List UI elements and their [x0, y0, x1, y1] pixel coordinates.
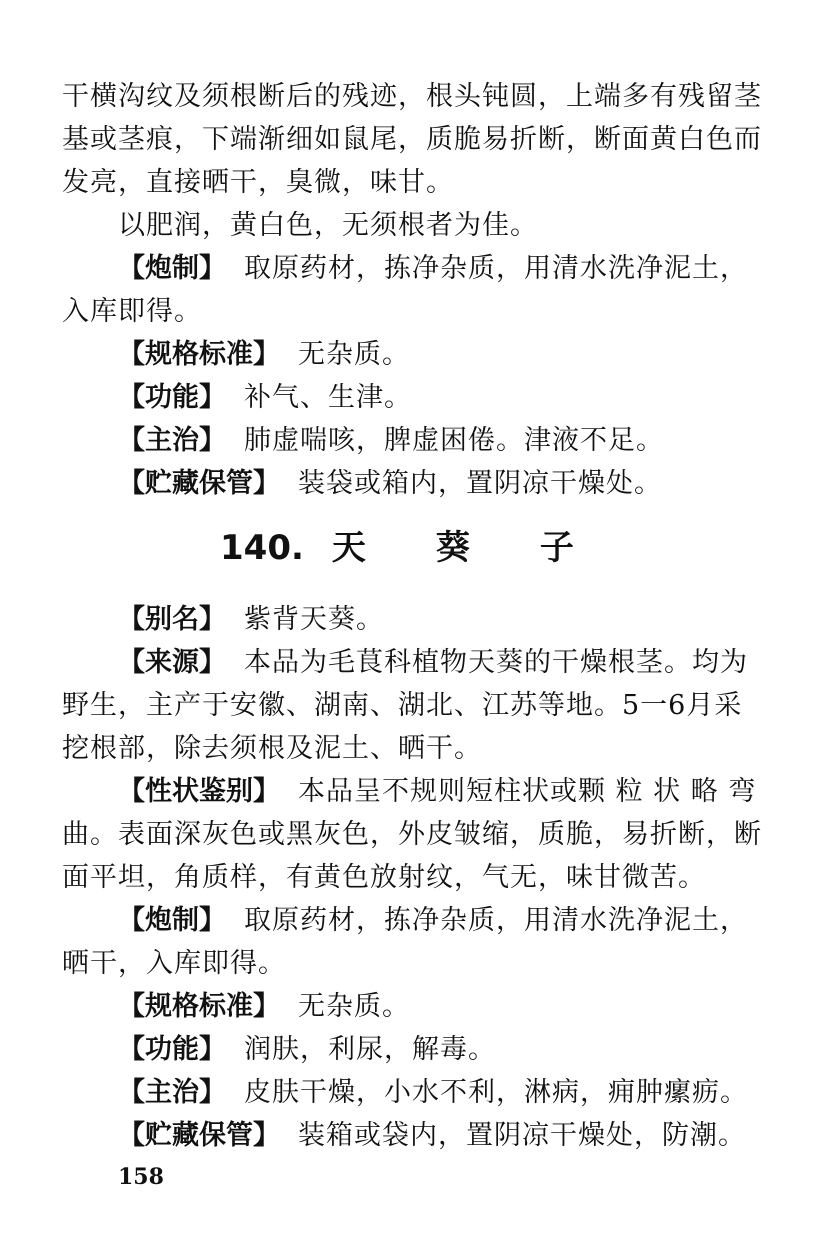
- spec-text: 无杂质。: [298, 991, 410, 1022]
- indications-section: [118, 1074, 748, 1112]
- processing-section: [118, 250, 748, 288]
- storage-label: 【贮藏保管】: [118, 1120, 280, 1151]
- source-section: [118, 644, 748, 682]
- processing-continuation: 晒干，入库即得。: [62, 948, 286, 979]
- source-label: 【来源】: [118, 647, 226, 678]
- page-number: 158: [118, 1164, 164, 1190]
- processing-label: 【炮制】: [118, 905, 226, 936]
- body-text: 干横沟纹及须根断后的残迹，根头钝圆，上端多有残留茎: [62, 81, 762, 112]
- spec-text: 无杂质。: [298, 339, 410, 370]
- storage-section: [118, 1117, 746, 1155]
- indications-label: 【主治】: [118, 425, 226, 456]
- processing-text: 取原药材，拣净杂质，用清水洗净泥土，: [244, 253, 748, 284]
- title-char: 葵: [435, 528, 470, 568]
- function-section: [118, 379, 742, 417]
- identification-text: 本品呈不规则短柱状或颗 粒 状 略 弯: [298, 776, 757, 807]
- indications-label: 【主治】: [118, 1077, 226, 1108]
- identification-label: 【性状鉴别】: [118, 776, 280, 807]
- text-line: [62, 78, 762, 116]
- function-text: 补气、生津。: [244, 382, 412, 413]
- source-continuation: 挖根部，除去须根及泥土、晒干。: [62, 733, 482, 764]
- entry-title: [220, 524, 574, 572]
- storage-label: 【贮藏保管】: [118, 468, 280, 499]
- body-text: 发亮，直接晒干，臭微，味甘。: [62, 167, 454, 198]
- alias-label: 【别名】: [118, 604, 226, 635]
- spec-label: 【规格标准】: [118, 991, 280, 1022]
- indications-section: [118, 422, 742, 460]
- spec-label: 【规格标准】: [118, 339, 280, 370]
- title-char: 天: [331, 528, 366, 568]
- text-line: [62, 164, 742, 202]
- processing-section: [118, 902, 748, 940]
- processing-label: 【炮制】: [118, 253, 226, 284]
- function-text: 润肤，利尿，解毒。: [244, 1034, 496, 1065]
- alias-text: 紫背天葵。: [244, 604, 384, 635]
- entry-number: 140.: [220, 528, 304, 568]
- indications-text: 皮肤干燥，小水不利，淋病，痈肿瘰疬。: [244, 1077, 748, 1108]
- quality-note: 以肥润，黄白色，无须根者为佳。: [118, 210, 538, 241]
- source-continuation: 野生，主产于安徽、湖南、湖北、江苏等地。5一6月采: [62, 690, 743, 721]
- identification-section: [118, 773, 757, 811]
- function-section: [118, 1031, 742, 1069]
- function-label: 【功能】: [118, 382, 226, 413]
- title-char: 子: [539, 528, 574, 568]
- function-label: 【功能】: [118, 1034, 226, 1065]
- processing-continuation: 入库即得。: [62, 296, 202, 327]
- processing-text: 取原药材，拣净杂质，用清水洗净泥土，: [244, 905, 748, 936]
- storage-text: 装箱或袋内，置阴凉干燥处，防潮。: [298, 1120, 746, 1151]
- identification-continuation: 面平坦，角质样，有黄色放射纹，气无，味甘微苦。: [62, 862, 706, 893]
- indications-text: 肺虚喘咳，脾虚困倦。津液不足。: [244, 425, 664, 456]
- text-line: [62, 121, 762, 159]
- alias-section: [118, 601, 742, 639]
- storage-section: [118, 465, 742, 503]
- storage-text: 装袋或箱内，置阴凉干燥处。: [298, 468, 662, 499]
- spec-section: [118, 336, 742, 374]
- source-text: 本品为毛茛科植物天葵的干燥根茎。均为: [244, 647, 748, 678]
- spec-section: [118, 988, 742, 1026]
- body-text: 基或茎痕，下端渐细如鼠尾，质脆易折断，断面黄白色而: [62, 124, 762, 155]
- identification-continuation: 曲。表面深灰色或黑灰色，外皮皱缩，质脆，易折断，断: [62, 819, 762, 850]
